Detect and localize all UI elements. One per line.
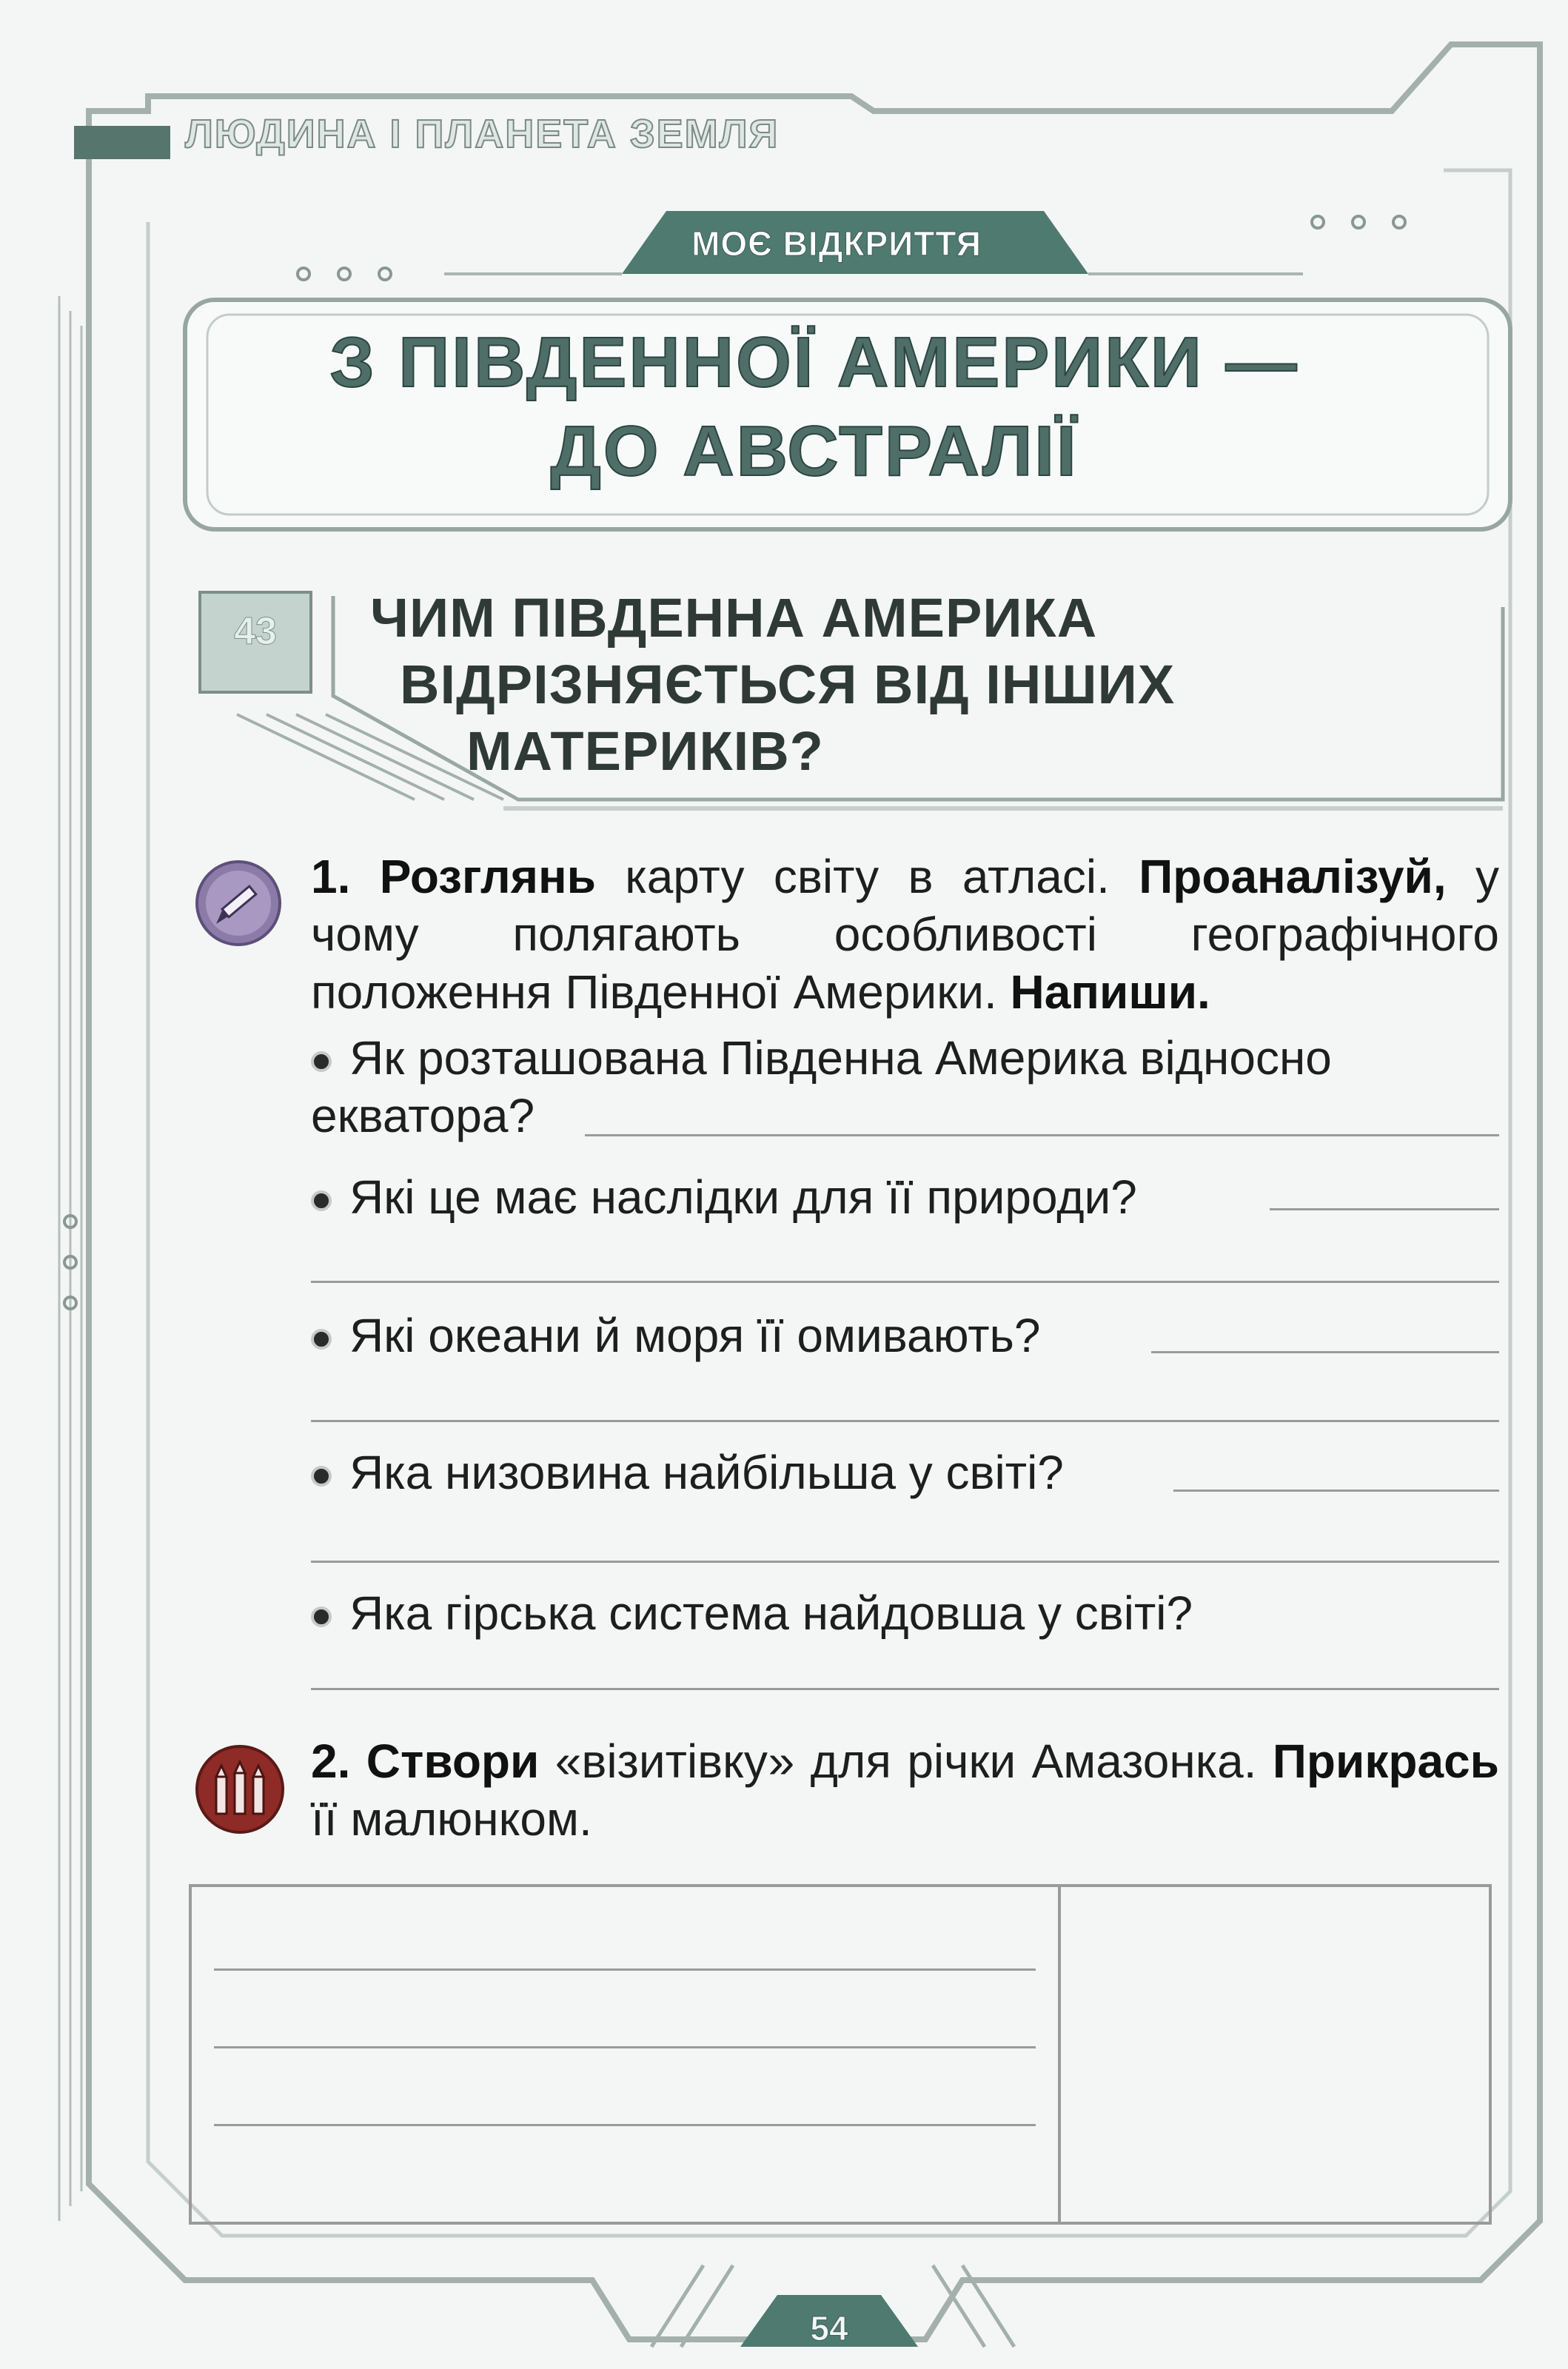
- bullet-icon: [311, 1329, 332, 1350]
- lesson-question-line3: МАТЕРИКІВ?: [466, 720, 824, 782]
- bullet-icon: [311, 1190, 332, 1211]
- answer-line-2b[interactable]: [311, 1281, 1499, 1283]
- question-2: [311, 1168, 1137, 1226]
- answer-line-3b[interactable]: [311, 1420, 1499, 1422]
- task-1-number: 1.: [311, 850, 351, 903]
- task-2-number: 2.: [311, 1735, 351, 1788]
- answer-line-1[interactable]: [585, 1134, 1499, 1136]
- task-2-verb-decorate: Прикрась: [1272, 1735, 1500, 1788]
- section-title: [222, 318, 1407, 496]
- answer-line-5[interactable]: [311, 1688, 1499, 1690]
- answer-line-3a[interactable]: [1151, 1351, 1499, 1353]
- box-divider: [1058, 1887, 1061, 2222]
- task-1-verb-write: Напиши.: [1010, 965, 1210, 1019]
- task-1-verb-analyze: Проаналізуй,: [1139, 850, 1447, 903]
- card-line-1[interactable]: [214, 1968, 1036, 1971]
- task-1-text-part2: у чому полягають особливості географічного положення Південної Америки.: [311, 850, 1500, 1019]
- task-1-text: [311, 848, 1499, 1021]
- unit-title: ЛЮДИНА І ПЛАНЕТА ЗЕМЛЯ: [185, 112, 780, 156]
- lesson-number: 43: [234, 610, 277, 653]
- bullet-icon: [311, 1051, 332, 1072]
- lesson-question-line2: ВІДРІЗНЯЄТЬСЯ ВІД ІНШИХ: [400, 654, 1176, 715]
- answer-line-4a[interactable]: [1173, 1490, 1499, 1492]
- question-5: [311, 1584, 1193, 1642]
- task-2-text-part1: «візитівку» для річки Амазонка.: [539, 1735, 1273, 1788]
- card-line-2[interactable]: [214, 2046, 1036, 2048]
- answer-line-2a[interactable]: [1270, 1208, 1499, 1210]
- task-1-verb-examine: Розглянь: [379, 850, 596, 903]
- lesson-question-line1: ЧИМ ПІВДЕННА АМЕРИКА: [370, 587, 1098, 649]
- section-title-line1: З ПІВДЕННОЇ АМЕРИКИ —: [329, 323, 1299, 402]
- question-2-text: Які це має наслідки для її природи?: [349, 1170, 1137, 1224]
- question-3-text: Які океани й моря її омивають?: [349, 1309, 1041, 1362]
- section-title-line2: ДО АВСТРАЛІЇ: [550, 412, 1079, 491]
- question-1: [311, 1029, 1499, 1145]
- question-4: [311, 1444, 1064, 1501]
- bullet-icon: [311, 1466, 332, 1487]
- task-2-verb-create: Створи: [366, 1735, 540, 1788]
- pencil-icon: [194, 859, 283, 948]
- task-1-text-part1: карту світу в атласі.: [595, 850, 1139, 903]
- task-2-text: [311, 1732, 1499, 1848]
- answer-line-4b[interactable]: [311, 1561, 1499, 1563]
- question-5-text: Яка гірська система найдовша у світі?: [349, 1586, 1193, 1640]
- pencils-icon: [194, 1743, 287, 1836]
- task-2-text-part2: її малюнком.: [311, 1792, 592, 1846]
- business-card-box: [189, 1884, 1492, 2225]
- drawing-area[interactable]: [1069, 1887, 1489, 2222]
- lesson-question: [370, 585, 1407, 785]
- page-number: 54: [810, 2309, 848, 2348]
- question-3: [311, 1307, 1040, 1364]
- bullet-icon: [311, 1606, 332, 1627]
- question-4-text: Яка низовина найбільша у світі?: [349, 1446, 1064, 1499]
- section-badge: МОЄ ВІДКРИТТЯ: [691, 224, 982, 263]
- card-line-3[interactable]: [214, 2124, 1036, 2126]
- question-1-text: Як розташована Південна Америка відносно екватора?: [311, 1031, 1332, 1142]
